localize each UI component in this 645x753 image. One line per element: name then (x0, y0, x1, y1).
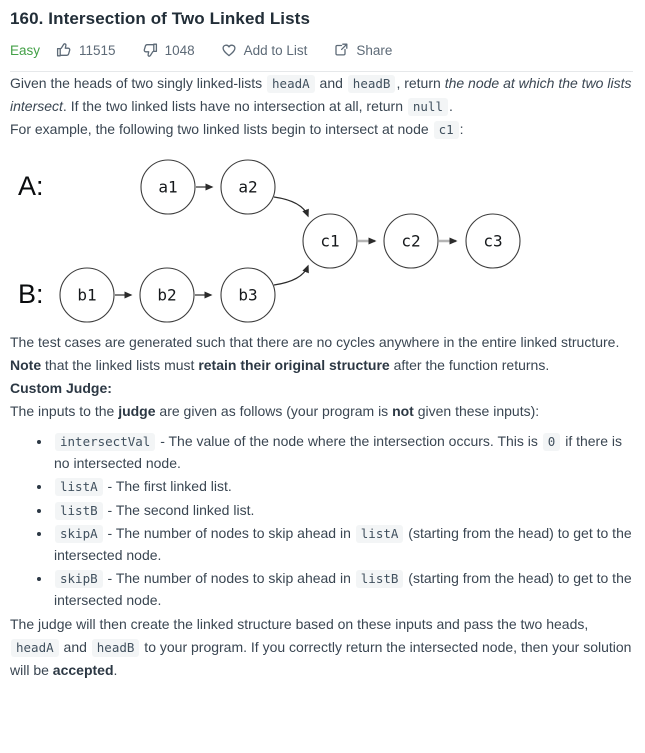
node-c3 (466, 214, 520, 268)
node-c1 (303, 214, 357, 268)
like-button[interactable] (56, 42, 116, 58)
test-cases-note: The test cases are generated such that there are no cycles anywhere in the entire linked structure. (10, 334, 620, 350)
svg-text:b2: b2 (157, 285, 177, 305)
meta-row (10, 42, 633, 58)
thumbs-up-icon (56, 42, 72, 58)
custom-judge-heading: Custom Judge: (10, 380, 112, 396)
list-item: • skipA - The number of nodes to skip ahead in listA (starting from the head) to get to the intersected node. (52, 523, 633, 566)
like-count: 11515 (79, 42, 116, 58)
node-b1 (60, 268, 114, 322)
example-intro: For example, the following two linked lists begin to intersect at node c1 : (10, 121, 464, 137)
edge-b3-c1 (274, 266, 308, 285)
edge-a2-c1 (274, 197, 308, 216)
structure-note: Note that the linked lists must retain their original structure after the function returns. (10, 357, 550, 373)
heart-icon (221, 42, 237, 58)
judge-inputs-list (10, 431, 633, 611)
list-item: • intersectVal - The value of the node where the intersection occurs. This is 0 if there is no intersected node. (52, 431, 633, 474)
node-a1 (141, 160, 195, 214)
node-b2 (140, 268, 194, 322)
svg-text:a2: a2 (238, 177, 258, 197)
difficulty-badge: Easy (10, 42, 41, 58)
page-title: 160. Intersection of Two Linked Lists (10, 9, 310, 28)
dislike-button[interactable] (142, 42, 195, 58)
list-item: • skipB - The number of nodes to skip ahead in listB (starting from the head) to get to the intersected node. (52, 568, 633, 611)
svg-text:a1: a1 (158, 177, 178, 197)
svg-text:b3: b3 (238, 285, 258, 305)
svg-text:b1: b1 (77, 285, 97, 305)
judge-conclusion: The judge will then create the linked structure based on these inputs and pass the two heads, headA and headB to your program. If you correctly return the intersected node, then your solution will be accepted. (10, 616, 632, 678)
problem-statement: Given the heads of two singly linked-lists headA and headB , return the node at which the two lists intersect. If the two linked lists have no intersection at all, return null . (10, 75, 632, 114)
node-a2 (221, 160, 275, 214)
judge-inputs-intro: The inputs to the judge are given as follows (your program is not given these inputs): (10, 403, 540, 419)
add-to-list-label: Add to List (243, 42, 308, 58)
linked-lists-diagram (10, 150, 633, 331)
svg-text:c3: c3 (483, 231, 503, 251)
node-c2 (384, 214, 438, 268)
share-label: Share (356, 42, 393, 58)
list-item: • listB - The second linked list. (52, 500, 633, 522)
svg-text:c1: c1 (320, 231, 340, 251)
share-icon (333, 42, 349, 58)
list-a-label: A: (18, 171, 44, 201)
node-b3 (221, 268, 275, 322)
list-b-label: B: (18, 279, 44, 309)
thumbs-down-icon (142, 42, 158, 58)
svg-text:c2: c2 (401, 231, 421, 251)
share-button[interactable] (333, 42, 392, 58)
list-item: • listA - The first linked list. (52, 476, 633, 498)
dislike-count: 1048 (164, 42, 195, 58)
add-to-list-button[interactable] (221, 42, 308, 58)
